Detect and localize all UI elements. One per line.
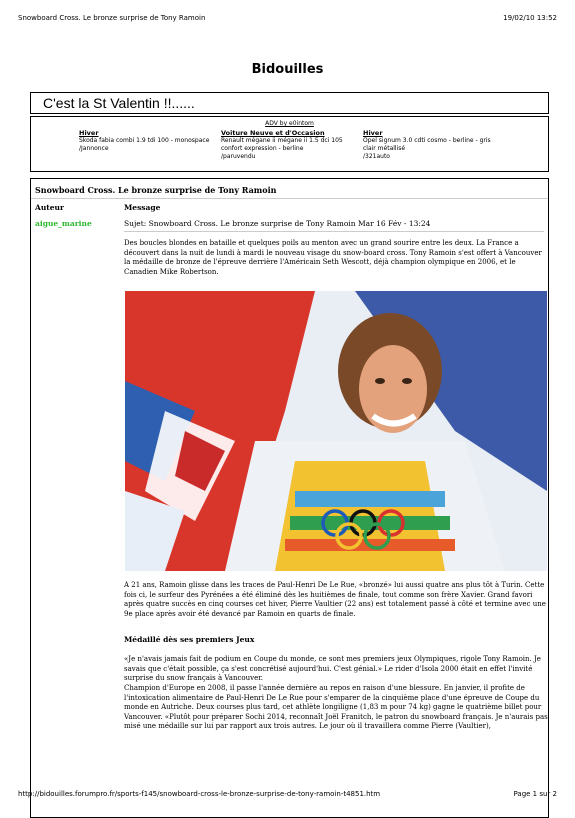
print-footer [18, 790, 557, 798]
print-header-title: Snowboard Cross. Le bronze surprise de Tony Ramoin [18, 14, 206, 22]
ad-line: /321auto [363, 153, 390, 160]
divider [31, 198, 548, 199]
ad-item[interactable] [363, 129, 505, 161]
print-header [18, 14, 557, 22]
ad-heading[interactable]: Hiver [79, 129, 99, 137]
post-subject: Sujet: Snowboard Cross. Le bronze surprise de Tony Ramoin Mar 16 Fév - 13:24 [124, 219, 431, 228]
paragraph: A 21 ans, Ramoin glisse dans les traces de Paul-Henri De Le Rue, «bronzé» lui aussi quatre ans plus tôt à Turin. Cette fois ci, le surfeur des Pyrénées a été éliminé dès les huitièmes de finale, tout comme son frère Xavier. Grand favori après quatre succès en cinq courses cet hiver, Pierre Vaultier (22 ans) est totalement passé à côté et termine avec une 9e place après avoir été devancé par Ramoin en quarts de finale. [124, 581, 546, 618]
ad-item[interactable] [221, 129, 363, 161]
paragraph: «Je n'avais jamais fait de podium en Coupe du monde, ce sont mes premiers jeux Olympiques, rigole Tony Ramoin. Je savais que c'était possible, ça s'est concrétisé aujourd'hui. C'est génial.» Le rider d'Isola 2000 était en effet l'invité surprise du snow français à Vancouver. [124, 655, 541, 682]
paragraph: Des boucles blondes en bataille et quelques poils au menton avec un grand sourire entre les deux. La France a découvert dans la nuit de lundi à mardi le nouveau visage du snow-board cross. Tony Ramoin s'est offert à Vancouver la médaille de bronze de l'épreuve derrière l'Américain Seth Wescott, déjà champion olympique en 2006, et le Canadien Mike Robertson. [124, 239, 542, 276]
print-header-date: 19/02/10 13:52 [503, 14, 557, 22]
forum-post [30, 178, 549, 818]
ad-line: /Jannonce [79, 145, 109, 152]
page-url: http://bidouilles.forumpro.fr/sports-f145/snowboard-cross-le-bronze-surprise-de-tony-ramoin-t4851.htm [18, 790, 381, 798]
athlete-photo-illustration [125, 291, 547, 571]
banner[interactable]: C'est la St Valentin !!...... [30, 92, 549, 114]
ad-line: confort expression - berline [221, 145, 304, 152]
ad-line: Opel signum 3.0 cdti cosmo - berline - gris [363, 137, 491, 144]
paragraph: Champion d'Europe en 2008, il passe l'année dernière au repos en raison d'une blessure. En janvier, il profite de l'intoxication alimentaire de Paul-Henri De Le Rue pour s'emparer de la cinquième place d'une épreuve de Coupe du monde en Autriche. Deux courses plus tard, cet athlète longiligne (1,83 m pour 74 kg) gagne le quatrième billet pour Vancouver. «Plutôt pour préparer Sochi 2014, reconnaît Joël Franitch, le patron du snowboard français. Je n'aurais pas misé une médaille sur lui par rapport aux trois autres. Le jour où il travaillera comme Pierre (Vaultier), [124, 684, 548, 730]
ad-heading[interactable]: Voiture Neuve et d'Occasion [221, 129, 325, 137]
post-title: Snowboard Cross. Le bronze surprise de Tony Ramoin [35, 185, 277, 195]
ad-block [30, 116, 549, 172]
site-title[interactable]: Bidouilles [251, 62, 324, 77]
ad-line: Skoda fabia combi 1.9 tdi 100 - monospace [79, 137, 210, 144]
athlete-photo [125, 291, 547, 571]
ad-line: /paruvendu [221, 153, 256, 160]
message-column-header: Message [124, 203, 161, 212]
ad-item[interactable] [79, 129, 221, 161]
ad-line: Renault mégane ii mégane ii 1.5 dci 105 [221, 137, 343, 144]
ad-line: clair métallisé [363, 145, 406, 152]
ad-title[interactable]: ADV by e0intom [265, 120, 314, 127]
author-column-header: Auteur [35, 203, 64, 212]
ad-heading[interactable]: Hiver [363, 129, 383, 137]
page-number: Page 1 sur 2 [513, 790, 557, 798]
post-author[interactable]: aigue_marine [35, 219, 92, 228]
section-heading: Médaillé dès ses premiers Jeux [124, 635, 255, 644]
divider [124, 231, 544, 232]
